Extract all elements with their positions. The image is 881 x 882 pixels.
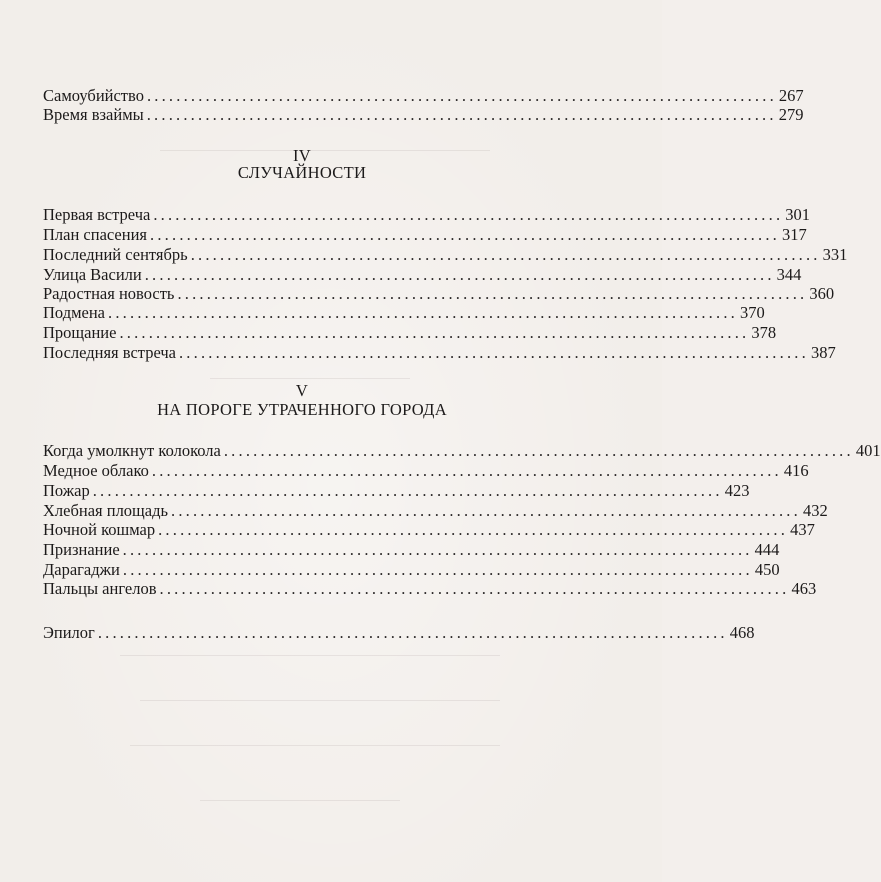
toc-entry[interactable] — [43, 244, 848, 266]
toc-entry-page: 450 — [754, 560, 780, 579]
toc-entry[interactable] — [43, 302, 765, 324]
section-numeral: IV — [292, 146, 311, 165]
toc-entry-page: 331 — [822, 245, 848, 264]
toc-entry-page: 370 — [739, 303, 765, 322]
leader-dots: ...................................................................................... — [171, 501, 801, 520]
leader-dots: ...................................................................................... — [122, 540, 753, 559]
toc-entry-title: План спасения — [43, 225, 148, 244]
toc-entry[interactable] — [43, 539, 780, 561]
leader-dots: ...................................................................................... — [92, 481, 723, 500]
toc-entry-title: Время взаймы — [43, 105, 144, 124]
toc-entry-title: Пальцы ангелов — [43, 579, 157, 598]
toc-entry-page: 387 — [810, 343, 836, 362]
leader-dots: ...................................................................................... — [144, 265, 775, 284]
leader-dots: ...................................................................................... — [146, 105, 777, 124]
toc-entry-title: Первая встреча — [43, 205, 151, 224]
leader-dots: ...................................................................................... — [159, 579, 790, 598]
toc-entry-page: 401 — [855, 441, 881, 460]
toc-entry-title: Последний сентябрь — [43, 245, 188, 264]
leader-dots: ...................................................................................... — [146, 86, 777, 105]
bleed-through-line — [140, 700, 500, 701]
leader-dots: ...................................................................................... — [150, 225, 780, 244]
leader-dots: ...................................................................................... — [177, 284, 808, 303]
leader-dots: ...................................................................................... — [122, 560, 753, 579]
bleed-through-line — [200, 800, 400, 801]
toc-entry[interactable] — [43, 342, 836, 364]
toc-entry-page: 317 — [781, 225, 807, 244]
toc-entry-title: Медное облако — [43, 461, 149, 480]
toc-entry-title: Прощание — [43, 323, 117, 342]
toc-entry-title: Когда умолкнут колокола — [43, 441, 221, 460]
section-title: НА ПОРОГЕ УТРАЧЕННОГО ГОРОДА — [157, 400, 447, 419]
leader-dots: ...................................................................................... — [223, 441, 854, 460]
leader-dots: ...................................................................................... — [153, 205, 784, 224]
leader-dots: ...................................................................................... — [97, 623, 728, 642]
toc-entry-page: 279 — [778, 105, 804, 124]
leader-dots: ...................................................................................... — [158, 520, 789, 539]
bleed-through-line — [210, 378, 410, 379]
bleed-through-line — [130, 745, 500, 746]
toc-entry-title: Ночной кошмар — [43, 520, 156, 539]
leader-dots: ...................................................................................... — [178, 343, 809, 362]
toc-entry-page: 437 — [790, 520, 815, 539]
leader-dots: ...................................................................................... — [151, 461, 782, 480]
leader-dots: ...................................................................................... — [119, 323, 750, 342]
toc-entry-page: 463 — [791, 579, 817, 598]
section-numeral: V — [295, 381, 309, 400]
bleed-through-line — [120, 655, 500, 656]
toc-entry-title: Эпилог — [43, 623, 95, 642]
toc-entry-title: Улица Васили — [43, 265, 142, 284]
toc-entry-page: 423 — [724, 481, 750, 500]
toc-entry-title: Признание — [43, 540, 120, 559]
section-title: СЛУЧАЙНОСТИ — [237, 163, 367, 182]
toc-entry-title: Пожар — [43, 481, 90, 500]
toc-entry-page: 468 — [729, 623, 755, 642]
toc-entry-page: 360 — [809, 284, 835, 303]
toc-entry-epilogue[interactable] — [43, 622, 755, 644]
toc-entry[interactable] — [43, 480, 750, 502]
toc-entry-title: Подмена — [43, 303, 106, 322]
toc-entry[interactable] — [43, 204, 811, 226]
toc-entry[interactable] — [43, 224, 807, 246]
leader-dots: ...................................................................................... — [190, 245, 821, 264]
toc-entry[interactable] — [43, 322, 777, 344]
toc-entry-title: Радостная новость — [43, 284, 175, 303]
toc-entry[interactable] — [43, 578, 817, 600]
toc-entry[interactable] — [43, 104, 804, 126]
leader-dots: ...................................................................................... — [108, 303, 738, 322]
toc-entry[interactable] — [43, 460, 809, 482]
toc-entry-title: Хлебная площадь — [43, 501, 168, 520]
toc-entry-title: Дарагаджи — [43, 560, 120, 579]
toc-entry-page: 301 — [785, 205, 811, 224]
toc-entry-page: 378 — [751, 323, 777, 342]
toc-entry[interactable] — [43, 440, 881, 462]
toc-entry-page: 344 — [776, 265, 802, 284]
toc-entry-page: 416 — [783, 461, 809, 480]
toc-entry-page: 267 — [778, 86, 804, 105]
toc-entry-page: 444 — [754, 540, 780, 559]
toc-entry[interactable] — [43, 519, 815, 541]
toc-entry-page: 432 — [802, 501, 828, 520]
toc-entry-title: Последняя встреча — [43, 343, 176, 362]
toc-entry-title: Самоубийство — [43, 86, 144, 105]
